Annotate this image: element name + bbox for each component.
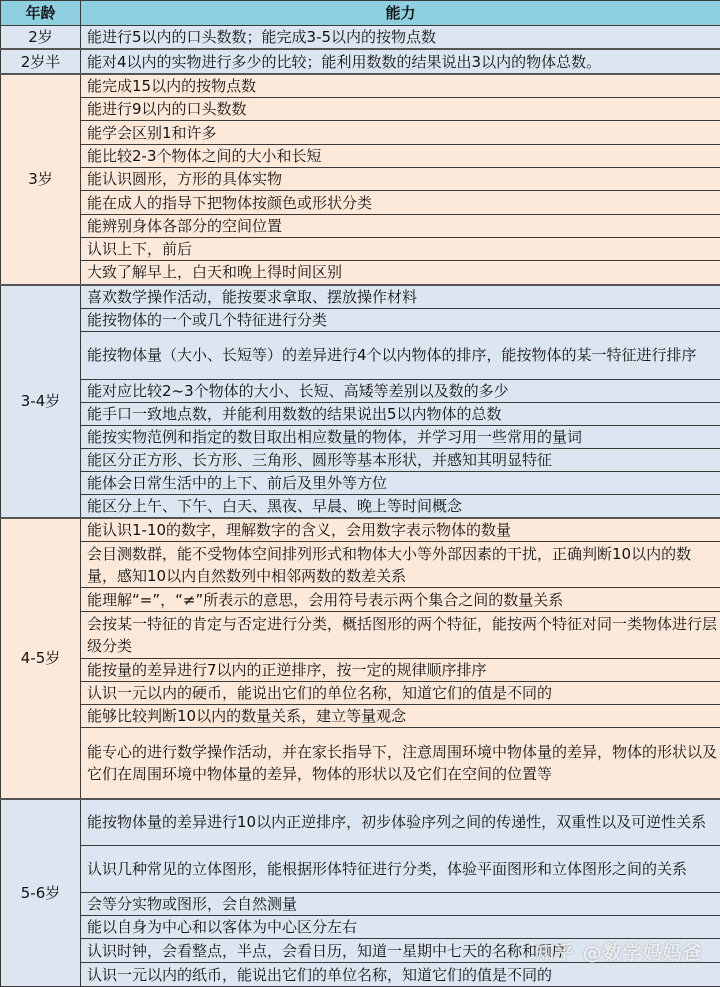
table-row	[1, 542, 720, 588]
ability-cell: 能够比较判断10以内的数量关系，建立等量观念	[81, 705, 720, 728]
age-cell: 2岁	[1, 26, 81, 50]
table-row	[1, 238, 720, 261]
ability-cell: 能按实物范例和指定的数目取出相应数量的物体，并学习用一些常用的量词	[81, 425, 720, 448]
table-row	[1, 261, 720, 285]
table-row	[1, 121, 720, 145]
ability-cell: 大致了解早上，白天和晚上得时间区别	[81, 261, 720, 285]
table-row	[1, 402, 720, 425]
ability-cell: 能比较2-3个物体之间的大小和长短	[81, 145, 720, 168]
ability-cell: 能认识1-10的数字，理解数字的含义，会用数字表示物体的数量	[81, 518, 720, 542]
ability-cell: 能区分正方形、长方形、三角形、圆形等基本形状，并感知其明显特征	[81, 448, 720, 471]
table-row	[1, 612, 720, 659]
ability-cell: 能进行5以内的口头数数；能完成3-5以内的按物点数	[81, 26, 720, 50]
age-cell: 5-6岁	[1, 799, 81, 987]
ability-cell: 认识几种常见的立体图形，能根据形体特征进行分类，体验平面图形和立体图形之间的关系	[81, 846, 720, 893]
table-row	[1, 379, 720, 402]
ability-cell: 会目测数群，能不受物体空间排列形式和物体大小等外部因素的干扰，正确判断10以内的数量，感知10以内自然数列中相邻两数的数差关系	[81, 542, 720, 588]
table-row	[1, 98, 720, 121]
table-row	[1, 682, 720, 705]
table-row	[1, 916, 720, 939]
ability-cell: 能区分上午、下午、白天、黑夜、早晨、晚上等时间概念	[81, 494, 720, 518]
ability-cell: 能对4以内的实物进行多少的比较；能利用数数的结果说出3以内的物体总数。	[81, 49, 720, 74]
ability-cell: 能按物体量（大小、长短等）的差异进行4个以内物体的排序，能按物体的某一特征进行排序	[81, 331, 720, 379]
table-row	[1, 494, 720, 518]
ability-cell: 能专心的进行数学操作活动，并在家长指导下，注意周围环境中物体量的差异，物体的形状以及它们在周围环境中物体量的差异，物体的形状以及它们在空间的位置等	[81, 728, 720, 799]
age-cell: 3-4岁	[1, 285, 81, 519]
table-row	[1, 588, 720, 612]
header-ability: 能力	[81, 1, 720, 26]
header-age: 年龄	[1, 1, 81, 26]
ability-cell: 能完成15以内的按物点数	[81, 74, 720, 98]
ability-cell: 能手口一致地点数，并能利用数数的结果说出5以内物体的总数	[81, 402, 720, 425]
table-row	[1, 308, 720, 331]
table-row	[1, 799, 720, 846]
ability-cell: 喜欢数学操作活动，能按要求拿取、摆放操作材料	[81, 285, 720, 309]
table-row	[1, 331, 720, 379]
age-cell: 2岁半	[1, 49, 81, 74]
age-cell: 3岁	[1, 74, 81, 285]
table-row	[1, 425, 720, 448]
table-row	[1, 215, 720, 238]
ability-cell: 能按物体的一个或几个特征进行分类	[81, 308, 720, 331]
ability-cell: 会等分实物或图形，会自然测量	[81, 893, 720, 916]
ability-cell: 能以自身为中心和以客体为中心区分左右	[81, 916, 720, 939]
ability-cell: 认识一元以内的纸币，能说出它们的单位名称，知道它们的值是不同的	[81, 963, 720, 987]
ability-cell: 认识时钟，会看整点，半点，会看日历，知道一星期中七天的名称和顺序	[81, 939, 720, 963]
ability-cell: 能体会日常生活中的上下、前后及里外等方位	[81, 471, 720, 494]
table-row	[1, 471, 720, 494]
ability-cell: 能认识圆形，方形的具体实物	[81, 168, 720, 191]
table-row	[1, 145, 720, 168]
table-row	[1, 846, 720, 893]
header-row	[1, 1, 720, 26]
table-row	[1, 49, 720, 74]
ability-cell: 能按物体量的差异进行10以内正逆排序，初步体验序列之间的传递性，双重性以及可逆性关系	[81, 799, 720, 846]
ability-cell: 会按某一特征的肯定与否定进行分类，概括图形的两个特征，能按两个特征对同一类物体进行层级分类	[81, 612, 720, 659]
table-row	[1, 74, 720, 98]
table-row	[1, 168, 720, 191]
ability-cell: 认识上下，前后	[81, 238, 720, 261]
ability-cell: 能理解“=”，“≠”所表示的意思，会用符号表示两个集合之间的数量关系	[81, 588, 720, 612]
table-row	[1, 728, 720, 799]
table-row	[1, 939, 720, 963]
table-row	[1, 26, 720, 50]
ability-cell: 能辨别身体各部分的空间位置	[81, 215, 720, 238]
ability-cell: 能在成人的指导下把物体按颜色或形状分类	[81, 191, 720, 215]
table-row	[1, 659, 720, 682]
table-row	[1, 893, 720, 916]
table-row	[1, 285, 720, 309]
table-row	[1, 191, 720, 215]
ability-cell: 能进行9以内的口头数数	[81, 98, 720, 121]
ability-cell: 能学会区别1和许多	[81, 121, 720, 145]
table-row	[1, 448, 720, 471]
table-row	[1, 518, 720, 542]
ability-cell: 能按量的差异进行7以内的正逆排序，按一定的规律顺序排序	[81, 659, 720, 682]
watermark: 知乎 @数学妈妈爸	[535, 938, 703, 965]
ability-cell: 认识一元以内的硬币，能说出它们的单位名称，知道它们的值是不同的	[81, 682, 720, 705]
age-cell: 4-5岁	[1, 518, 81, 799]
table-row	[1, 705, 720, 728]
ability-cell: 能对应比较2~3个物体的大小、长短、高矮等差别以及数的多少	[81, 379, 720, 402]
